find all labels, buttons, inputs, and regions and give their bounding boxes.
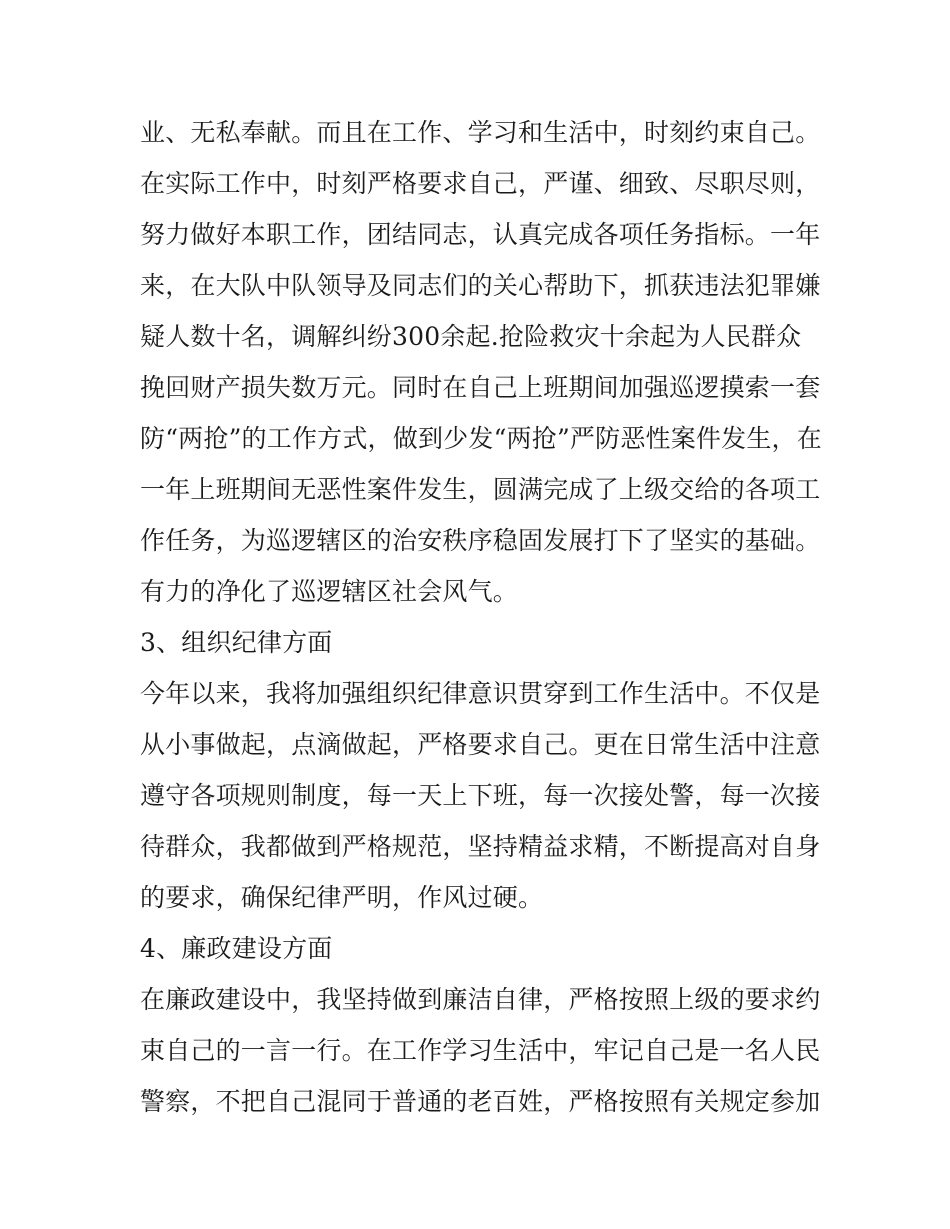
paragraph-line: 从小事做起，点滴做起，严格要求自己。更在日常生活中注意: [140, 730, 821, 759]
paragraph-line: 作任务，为巡逻辖区的治安秩序稳固发展打下了坚实的基础。: [140, 526, 821, 555]
paragraph-line: 今年以来，我将加强组织纪律意识贯穿到工作生活中。不仅是: [140, 679, 821, 708]
paragraph-line: 疑人数十名，调解纠纷300余起.抢险救灾十余起为人民群众: [140, 322, 802, 351]
paragraph-line: 待群众，我都做到严格规范，坚持精益求精，不断提高对自身: [140, 832, 821, 861]
paragraph-line: 在实际工作中，时刻严格要求自己，严谨、细致、尽职尽则，: [140, 169, 821, 198]
paragraph-line: 防“两抢”的工作方式，做到少发“两抢”严防恶性案件发生，在: [140, 424, 822, 453]
paragraph-line: 业、无私奉献。而且在工作、学习和生活中，时刻约束自己。: [140, 118, 821, 147]
paragraph-line: 挽回财产损失数万元。同时在自己上班期间加强巡逻摸索一套: [140, 373, 821, 402]
document-body: [140, 107, 820, 1127]
paragraph-line: 束自己的一言一行。在工作学习生活中，牢记自己是一名人民: [140, 1036, 821, 1065]
paragraph-line: 来，在大队中队领导及同志们的关心帮助下，抓获违法犯罪嫌: [140, 271, 821, 300]
paragraph-line: 的要求，确保纪律严明，作风过硬。: [140, 883, 544, 912]
paragraph-line: 遵守各项规则制度，每一天上下班，每一次接处警，每一次接: [140, 781, 821, 810]
paragraph-line: 警察，不把自己混同于普通的老百姓，严格按照有关规定参加: [140, 1087, 821, 1116]
paragraph-line: 在廉政建设中，我坚持做到廉洁自律，严格按照上级的要求约: [140, 985, 821, 1014]
section-heading: 4、廉政建设方面: [140, 934, 333, 963]
section-heading: 3、组织纪律方面: [140, 628, 333, 657]
paragraph-line: 努力做好本职工作，团结同志，认真完成各项任务指标。一年: [140, 220, 821, 249]
paragraph-line: 一年上班期间无恶性案件发生，圆满完成了上级交给的各项工: [140, 475, 821, 504]
paragraph-line: 有力的净化了巡逻辖区社会风气。: [140, 577, 519, 606]
